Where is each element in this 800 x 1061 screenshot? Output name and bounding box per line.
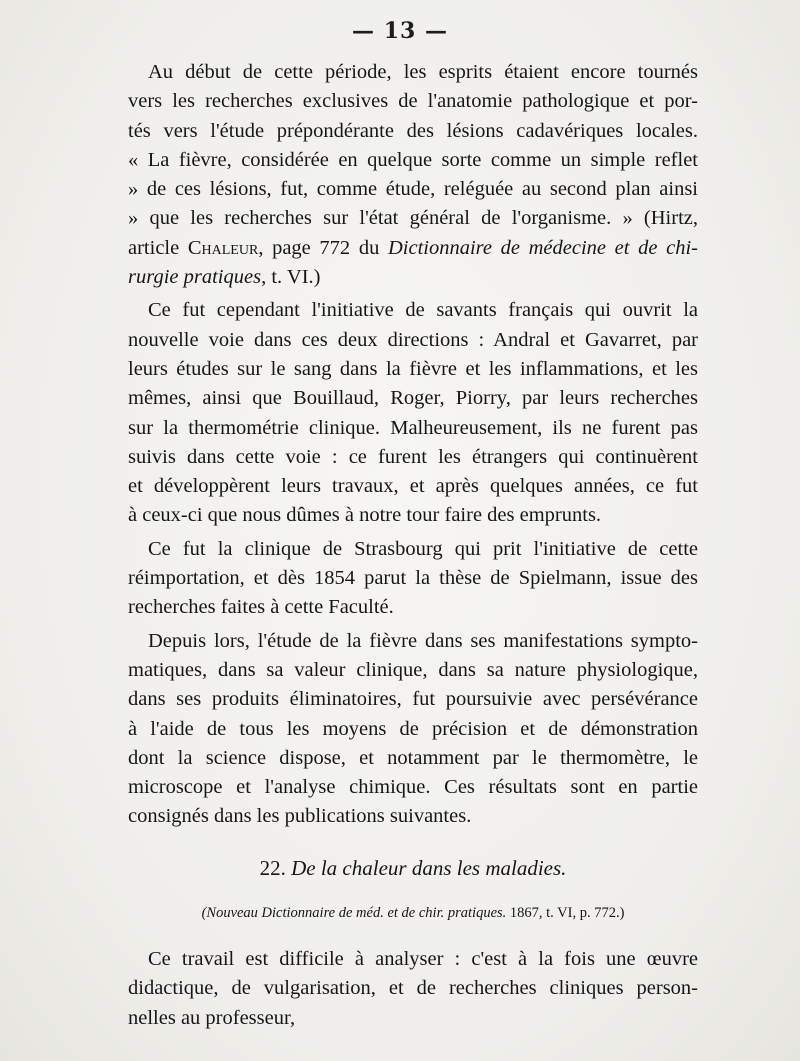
text-line: mêmes, ainsi que Bouillaud, Roger, Piorry, par leurs recherches: [128, 387, 698, 410]
text-line: didactique, de vulgarisation, et de recherches cliniques person-: [128, 977, 698, 1000]
citation-source: (Nouveau Dictionnaire de méd. et de chir. pratiques.: [201, 905, 507, 922]
text-line: réimportation, et dès 1854 parut la thèse de Spielmann, issue des: [128, 567, 698, 590]
text-line: nelles au professeur,: [128, 1006, 296, 1029]
text-line: leurs études sur le sang dans la fièvre et les inflammations, et les: [128, 357, 698, 380]
text-line: » que les recherches sur l'état général de l'organisme. » (Hirtz,: [128, 207, 698, 230]
body-text: [128, 58, 698, 1033]
text-line: Au début de cette période, les esprits étaient encore tournés: [148, 61, 698, 83]
text-line: consignés dans les publications suivantes.: [128, 805, 472, 828]
section-citation: [128, 903, 698, 923]
text-line: Ce fut cependant l'initiative de savants français qui ouvrit la: [148, 299, 698, 322]
text-line: recherches faites à cette Faculté.: [128, 596, 394, 619]
text-line: à ceux-ci que nous dûmes à notre tour faire des emprunts.: [128, 504, 602, 527]
text-line: à l'aide de tous les moyens de précision et de démonstration: [128, 717, 698, 740]
page-number: — 13 —: [352, 18, 448, 44]
paragraph-1: [128, 58, 698, 292]
text-line: dans ses produits éliminatoires, fut poursuivie avec persévérance: [128, 688, 698, 711]
text-line: tés vers l'étude prépondérante des lésions cadavériques locales.: [128, 119, 698, 142]
citation-details: 1867, t. VI, p. 772.): [506, 905, 625, 922]
paragraph-5: [128, 945, 698, 1033]
text-line: microscope et l'analyse chimique. Ces résultats sont en partie: [128, 776, 698, 799]
italic-title: rurgie pratiques: [128, 266, 262, 289]
section-number: 22.: [259, 855, 286, 880]
section-heading: [128, 854, 698, 883]
text-line: sur la thermométrie clinique. Malheureusement, ils ne furent pas: [128, 416, 698, 439]
section-title: De la chaleur dans les maladies.: [291, 855, 567, 880]
italic-title: Dictionnaire de médecine et de chi-: [387, 236, 698, 259]
text-line: nouvelle voie dans ces deux directions : Andral et Gavarret, par: [128, 328, 698, 351]
paragraph-2: [128, 296, 698, 530]
line-middle: , page 772 du: [258, 236, 388, 259]
text-line: dont la science dispose, et notamment par le thermomètre, le: [128, 746, 698, 769]
text-line: [128, 234, 698, 263]
text-line: suivis dans cette voie : ce furent les étrangers qui continuèrent: [128, 445, 698, 468]
text-line: Ce fut la clinique de Strasbourg qui prit l'initiative de cette: [148, 537, 698, 560]
text-line: et développèrent leurs travaux, et après quelques années, ce fut: [128, 475, 698, 498]
paragraph-3: [128, 535, 698, 623]
text-line: [128, 263, 698, 292]
text-line: » de ces lésions, fut, comme étude, reléguée au second plan ainsi: [128, 178, 698, 201]
line-suffix: , t. VI.): [261, 266, 321, 289]
text-line: matiques, dans sa valeur clinique, dans sa nature physiologique,: [128, 658, 698, 681]
small-caps-term: Chaleur: [187, 236, 259, 259]
paragraph-4: [128, 627, 698, 832]
text-line: vers les recherches exclusives de l'anatomie pathologique et por-: [128, 90, 698, 113]
text-line: Ce travail est difficile à analyser : c'est à la fois une œuvre: [148, 948, 698, 971]
text-line: Depuis lors, l'étude de la fièvre dans ses manifestations sympto-: [148, 629, 698, 652]
text-line: « La fièvre, considérée en quelque sorte comme un simple reflet: [128, 148, 698, 171]
line-prefix: article: [128, 236, 188, 259]
